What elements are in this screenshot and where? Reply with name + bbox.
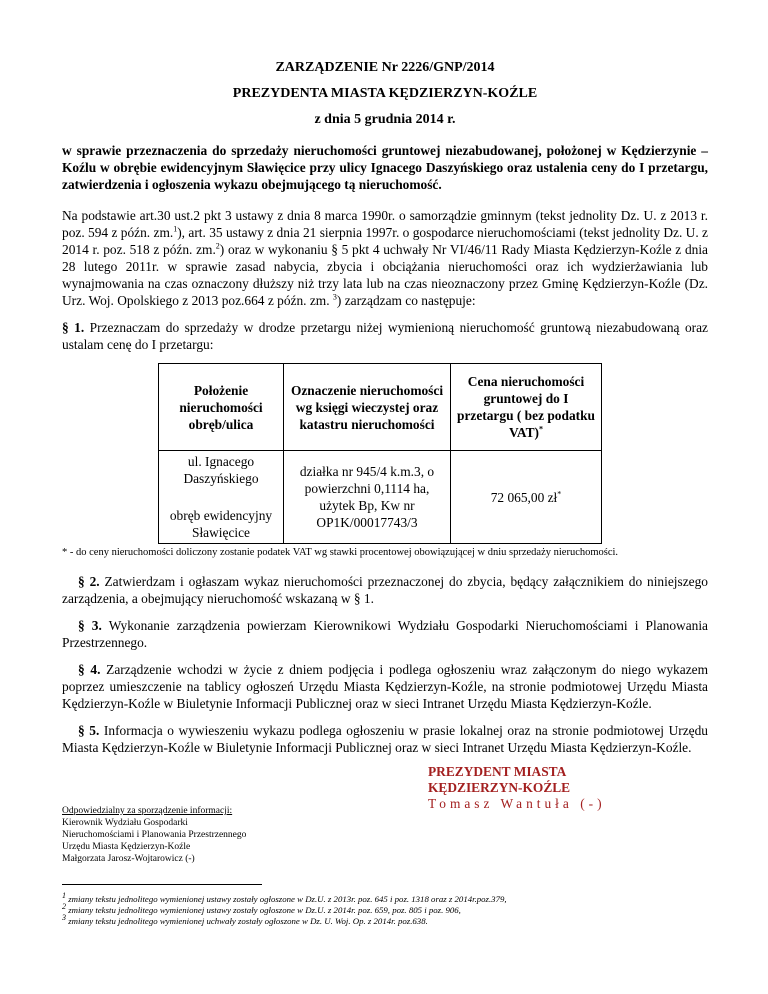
responsible-line: Urzędu Miasta Kędzierzyn-Koźle [62,842,191,852]
section-4: § 4. Zarządzenie wchodzi w życie z dniem podjęcia i podlega ogłoszeniu wraz załączonym do niego wykazem poprzez umieszczenie na tablicy ogłoszeń Urzędu Miasta Kędzierzyn-Koźle, na stronie podmiotowej Urzędu Miasta Kędzierzyn-Koźle w Biuletynie Informacji Publicznej oraz w sieci Intranet Urzędu Miasta Kędzierzyn-Koźle. [62,662,709,711]
table-row [159,451,602,544]
document-page [62,60,708,766]
document-subject: w sprawie przeznaczenia do sprzedaży nieruchomości gruntowej niezabudowanej, położonej w Kędzierzynie – Koźlu w obrębie ewidencyjnym Sławięcice przy ulicy Ignacego Daszyńskiego oraz ustalenia ceny do I przetargu, zatwierdzenia i ogłoszenia wykazu obejmującego tą nieruchomość. [62,143,708,192]
responsible-person-block [62,805,246,865]
footnotes [62,891,507,927]
footnote-ref-1: 1 [173,224,178,234]
document-date: z dnia 5 grudnia 2014 r. [314,112,456,127]
footnote-ref-3: 3 [332,292,337,302]
signature-block [428,764,606,812]
cell-price: 72 065,00 zł* [451,451,602,544]
footnote-2: $^2$ zmiany tekstu jednolitego wymienionej ustawy zostały ogłoszone w Dz.U. z 2014r. poz. 659, poz. 805 i poz. 906, [62,902,461,915]
section-1: § 1. Przeznaczam do sprzedaży w drodze przetargu niżej wymienioną nieruchomość gruntową niezabudowaną oraz ustalam cenę do I przetargu: [62,320,709,352]
header-price: Cena nieruchomości gruntowej do I przetargu ( bez podatku VAT)* [451,364,602,451]
document-authority: PREZYDENTA MIASTA KĘDZIERZYN-KOŹLE [232,86,538,101]
responsible-heading: Odpowiedzialny za sporządzenie informacji: [62,806,233,816]
cell-location: ul. Ignacego Daszyńskiego obręb ewidencyjny Sławięcice [159,451,284,544]
header-location: Położenie nieruchomości obręb/ulica [159,364,284,451]
legal-basis: Na podstawie art.30 ust.2 pkt 3 ustawy z dnia 8 marca 1990r. o samorządzie gminnym (tekst jednolity Dz. U. z 2013 r. poz. 594 z późn. zm.$^1$), art. 35 ustawy z dnia 21 sierpnia 1997r. o gospodarce nieruchomościami (tekst jednolity Dz. U. z 2014 r. poz. 518 z późn. zm.$^2$) oraz w wykonaniu § 5 pkt 4 uchwały Nr VI/46/11 Rady Miasta Kędzierzyn-Koźle z dnia 28 lutego 2011r. w sprawie zasad nabycia, zbycia i obciążania nieruchomości oraz ich wydzierżawiania lub wynajmowania na czas oznaczony dłuższy niż trzy lata lub na czas nieoznaczony przez Gminę Kędzierzyn-Koźle (Dz. Urz. Woj. Opolskiego z 2013 poz.664 z późn. zm. $^3$) zarządzam co następuje: [62,208,708,308]
responsible-line: Kierownik Wydziału Gospodarki [62,818,188,828]
table-header-row [159,364,602,451]
footnote-ref-2: 2 [215,241,220,251]
signature-name: Tomasz Wantuła (-) [428,796,606,811]
section-3: § 3. Wykonanie zarządzenia powierzam Kierownikowi Wydziału Gospodarki Nieruchomościami i Planowania Przestrzennego. [62,618,708,650]
signature-title-2: KĘDZIERZYN-KOŹLE [428,780,571,795]
section-5: § 5. Informacja o wywieszeniu wykazu podlega ogłoszeniu w prasie lokalnej oraz na stronie podmiotowej Urzędu Miasta Kędzierzyn-Koźle w Biuletynie Informacji Publicznej oraz w sieci Intranet Urzędu Miasta Kędzierzyn-Koźle. [62,723,708,755]
section-1-label: § 1. [62,320,85,335]
vat-note: * - do ceny nieruchomości doliczony zostanie podatek VAT wg stawki procentowej obowiązującej w dniu sprzedaży nieruchomości. [62,547,619,558]
property-table [158,363,602,544]
signature-title-1: PREZYDENT MIASTA [428,764,567,779]
document-title: ZARZĄDZENIE Nr 2226/GNP/2014 [275,60,495,75]
footnote-divider [62,884,262,885]
header-designation: Oznaczenie nieruchomości wg księgi wieczystej oraz katastru nieruchomości [284,364,451,451]
footnote-1: $^1$ zmiany tekstu jednolitego wymienionej ustawy zostały ogłoszone w Dz.U. z 2013r. poz. 645 i poz. 1318 oraz z 2014r.poz.379, [62,891,507,904]
section-2: § 2. Zatwierdzam i ogłaszam wykaz nieruchomości przeznaczonej do zbycia, będący załącznikiem do niniejszego zarządzenia, a obejmujący nieruchomość wskazaną w § 1. [62,574,708,606]
footnote-3: $^3$ zmiany tekstu jednolitego wymienionej uchwały zostały ogłoszone w Dz. U. Woj. Op. z 2014r. poz.638. [62,913,428,926]
responsible-line: Nieruchomościami i Planowania Przestrzennego [62,830,247,840]
cell-designation: działka nr 945/4 k.m.3, o powierzchni 0,1114 ha, użytek Bp, Kw nr OP1K/00017743/3 [284,451,451,544]
responsible-line: Małgorzata Jarosz-Wojtarowicz (-) [62,854,195,864]
